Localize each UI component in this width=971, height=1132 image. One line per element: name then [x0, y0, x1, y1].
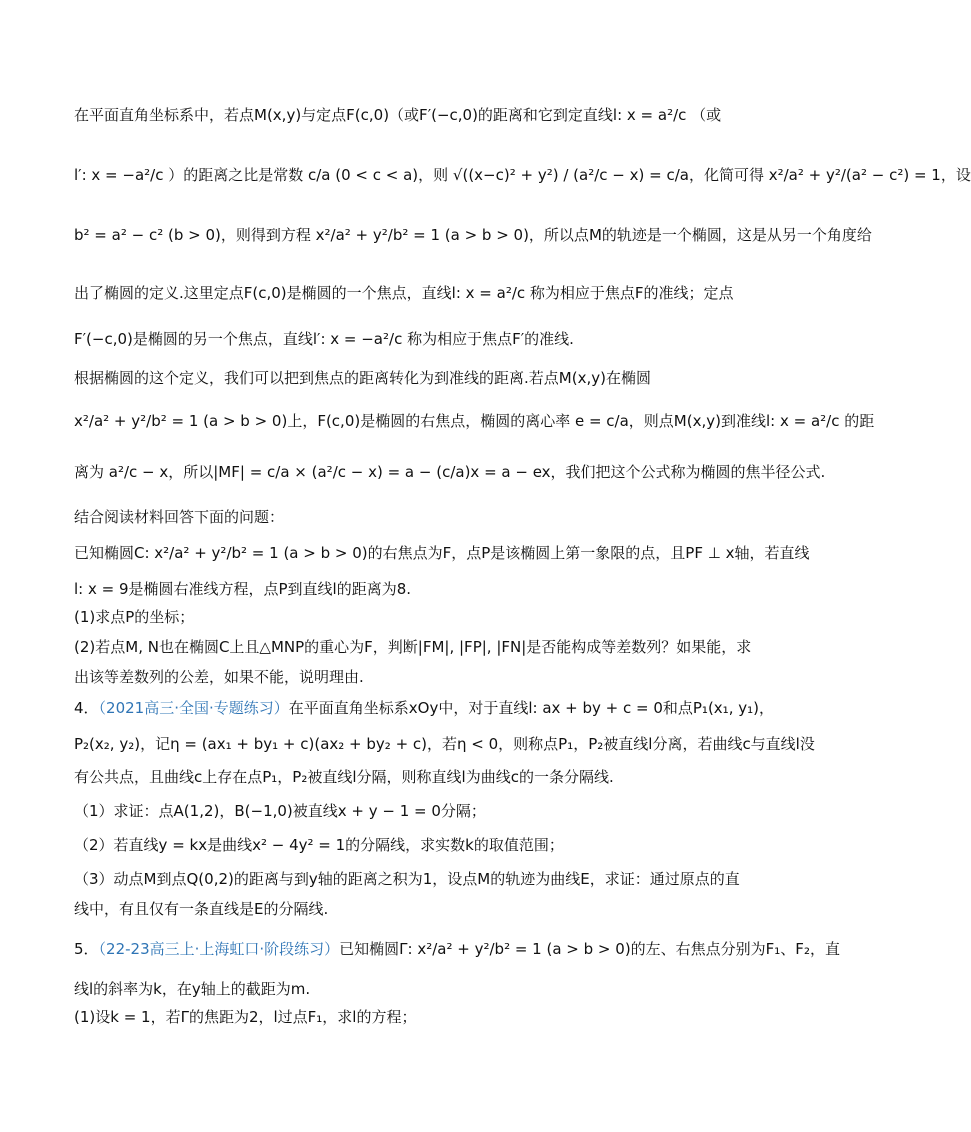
text-line: 线l的斜率为k，在y轴上的截距为m.: [74, 980, 311, 998]
text-line: 有公共点，且曲线c上存在点P₁，P₂被直线l分隔，则称直线l为曲线c的一条分隔线.: [74, 768, 614, 786]
text-line: l: x = 9是椭圆右准线方程，点P到直线l的距离为8.: [74, 580, 412, 598]
text-line: 已知椭圆C: x²/a² + y²/b² = 1 (a > b > 0)的右焦点为F，点P是该椭圆上第一象限的点，且PF ⊥ x轴，若直线: [74, 544, 810, 562]
text-line: （3）动点M到点Q(0,2)的距离与到y轴的距离之积为1，设点M的轨迹为曲线E，求证：通过原点的直: [74, 870, 740, 888]
question-4-line: [74, 697, 774, 719]
text-line: 结合阅读材料回答下面的问题：: [74, 508, 285, 526]
text-line: 在平面直角坐标系中，若点M(x,y)与定点F(c,0)（或F′(−c,0)的距离和它到定直线l: x = a²/c （或: [74, 106, 722, 124]
question-5-line: [74, 938, 840, 960]
text-line: 出该等差数列的公差，如果不能，说明理由.: [74, 668, 364, 686]
question-source-link[interactable]: （22-23高三上·上海虹口·阶段练习）: [98, 940, 340, 958]
text-line: （1）求证：点A(1,2)，B(−1,0)被直线x + y − 1 = 0分隔；: [74, 802, 486, 820]
question-number: 5．: [74, 940, 99, 958]
text-line: P₂(x₂, y₂)，记η = (ax₁ + by₁ + c)(ax₂ + by₂ + c)，若η < 0，则称点P₁，P₂被直线l分离，若曲线c与直线l没: [74, 735, 815, 753]
text-line: l′: x = −a²/c ）的距离之比是常数 c/a (0 < c < a)，则 √((x−c)² + y²) / (a²/c − x) = c/a，化简可得 x²/a² + y²/(a² − c²) = 1，设: [74, 166, 971, 184]
question-text: 已知椭圆Γ: x²/a² + y²/b² = 1 (a > b > 0)的左、右焦点分别为F₁、F₂，直: [339, 940, 840, 958]
text-line: x²/a² + y²/b² = 1 (a > b > 0)上，F(c,0)是椭圆的右焦点，椭圆的离心率 e = c/a，则点M(x,y)到准线l: x = a²/c 的距: [74, 412, 875, 430]
text-line: 根据椭圆的这个定义，我们可以把到焦点的距离转化为到准线的距离.若点M(x,y)在椭圆: [74, 369, 651, 387]
text-line: (1)求点P的坐标；: [74, 608, 195, 626]
text-line: （2）若直线y = kx是曲线x² − 4y² = 1的分隔线，求实数k的取值范围；: [74, 836, 564, 854]
text-line: 离为 a²/c − x，所以|MF| = c/a × (a²/c − x) = a − (c/a)x = a − ex，我们把这个公式称为椭圆的焦半径公式.: [74, 463, 826, 481]
question-source-link[interactable]: （2021高三·全国·专题练习）: [98, 699, 289, 717]
text-line: F′(−c,0)是椭圆的另一个焦点，直线l′: x = −a²/c 称为相应于焦点F′的准线.: [74, 330, 574, 348]
question-text: 在平面直角坐标系xOy中，对于直线l: ax + by + c = 0和点P₁(x₁, y₁)，: [288, 699, 774, 717]
text-line: b² = a² − c² (b > 0)，则得到方程 x²/a² + y²/b² = 1 (a > b > 0)，所以点M的轨迹是一个椭圆，这是从另一个角度给: [74, 226, 872, 244]
text-line: 线中，有且仅有一条直线是E的分隔线.: [74, 900, 329, 918]
question-number: 4．: [74, 699, 99, 717]
text-line: 出了椭圆的定义.这里定点F(c,0)是椭圆的一个焦点，直线l: x = a²/c 称为相应于焦点F的准线；定点: [74, 284, 734, 302]
text-line: (1)设k = 1，若Γ的焦距为2，l过点F₁，求l的方程；: [74, 1008, 417, 1026]
text-line: (2)若点M, N也在椭圆C上且△MNP的重心为F，判断|FM|, |FP|, |FN|是否能构成等差数列？如果能，求: [74, 638, 752, 656]
